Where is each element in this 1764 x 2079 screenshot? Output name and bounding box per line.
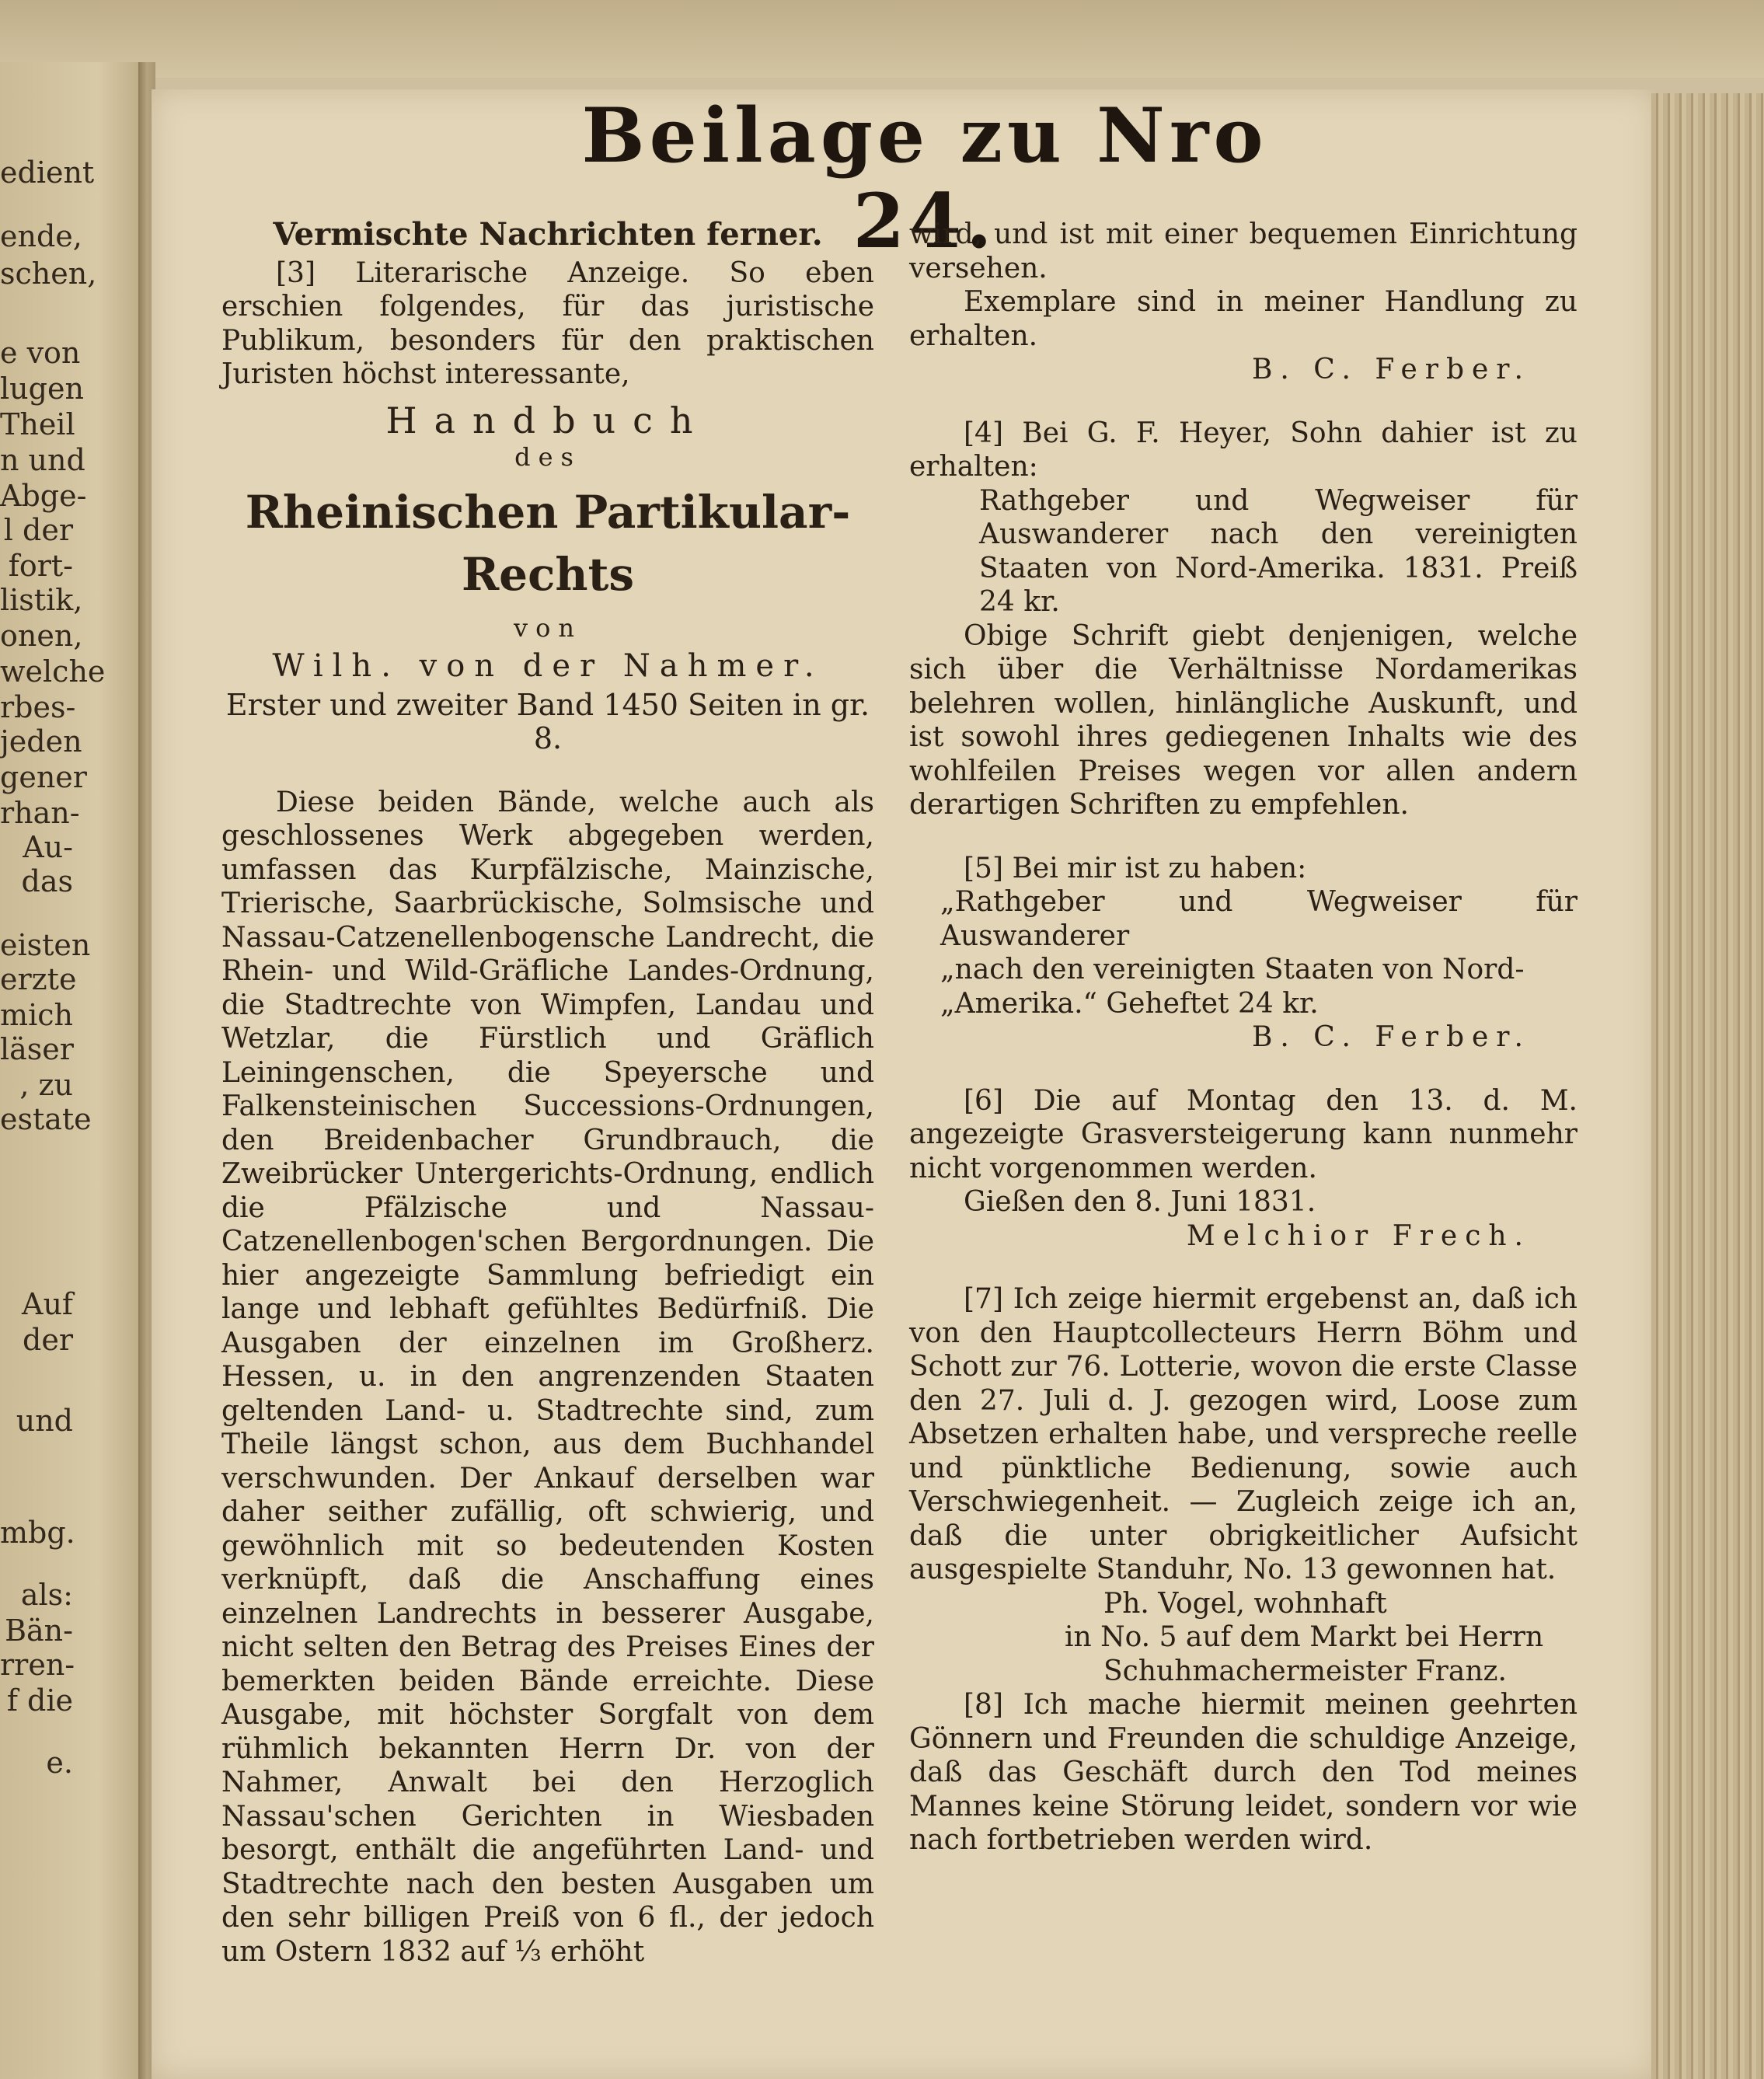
notice-6-date: Gießen den 8. Juni 1831.	[964, 1186, 1316, 1218]
notice-4-book: Rathgeber und Wegweiser für Auswanderer nach den vereinigten Staaten von Nord-Amerika. 1831. Preiß 24 kr.	[979, 484, 1577, 618]
notice-8-body: [8] Ich mache hiermit meinen geehrten Gönnern und Freunden die schuldige Anzeige, daß das Geschäft durch den Tod meines Mannes keine Störung leidet, sondern vor wie nach fortbetrieben werden wird.	[909, 1689, 1577, 1856]
left-page-fragment: und	[16, 1404, 73, 1438]
left-page-fragment: onen,	[0, 619, 83, 653]
book-author: Wilh. von der Nahmer.	[272, 648, 824, 684]
book-title-von: von	[514, 612, 582, 643]
notice-6-body: [6] Die auf Montag den 13. d. M. angezeigte Grasversteigerung kann nunmehr nicht vorgenommen werden.	[909, 1084, 1577, 1184]
left-page-fragment: e von	[0, 336, 81, 370]
notice-3-intro: [3] Literarische Anzeige. So eben erschien folgendes, für das juristische Publikum, besonders für den praktischen Juristen höchst interessante,	[221, 256, 874, 390]
left-page-fragment: edient	[0, 155, 95, 190]
notice-4-body: Obige Schrift giebt denjenigen, welche sich über die Verhältnisse Nordamerikas belehren wollen, hinlängliche Auskunft, und ist sowohl ihres gediegenen Inhalts wie des wohlfeilen Preises wegen vor allen andern derartigen Schriften zu empfehlen.	[909, 619, 1577, 821]
left-page-fragment: schen,	[0, 256, 97, 291]
left-page-fragment: eisten	[0, 928, 91, 962]
left-column	[221, 218, 874, 1969]
left-page-fragment: e.	[46, 1746, 73, 1780]
book-title-handbuch: Handbuch	[385, 399, 710, 441]
left-page-fragment: fort-	[8, 549, 73, 583]
left-page-fragment: l der	[3, 513, 73, 547]
left-page-fragment: mbg.	[0, 1516, 75, 1550]
notice-5-intro: [5] Bei mir ist zu haben:	[964, 852, 1307, 884]
notice-7-body: [7] Ich zeige hiermit ergebenst an, daß ich von den Hauptcollecteurs Herrn Böhm und Schott zur 76. Lotterie, wovon die erste Classe den 27. Juli d. J. gezogen wird, Loose zum Absetzen erhalten habe, und verspreche reelle und pünktliche Bedienung, sowie auch Verschwiegenheit. — Zugleich zeige ich an, daß die unter obrigkeitlicher Aufsicht ausgespielte Standuhr, No. 13 gewonnen hat.	[909, 1283, 1577, 1585]
left-page-fragment: gener	[0, 760, 87, 794]
left-page-fragment: n und	[0, 443, 85, 477]
right-column	[909, 218, 1577, 1857]
scan-top-edge	[0, 0, 1764, 78]
notice-3-continuation: wird, und ist mit einer bequemen Einrichtung versehen.	[909, 218, 1577, 284]
notice-7-signature-1: Ph. Vogel, wohnhaft	[1103, 1587, 1387, 1620]
left-page-fragment: lugen	[0, 371, 84, 406]
left-page-fragment: f die	[6, 1683, 73, 1718]
notice-3-copies: Exemplare sind in meiner Handlung zu erhalten.	[909, 286, 1577, 352]
notice-4-intro: [4] Bei G. F. Heyer, Sohn dahier ist zu erhalten:	[909, 417, 1577, 483]
left-page-fragment: rren-	[0, 1648, 75, 1682]
page-stack-edges	[1651, 93, 1764, 2079]
left-page-fragment: welche	[0, 654, 106, 689]
left-page-fragment: Bän-	[5, 1613, 73, 1648]
notice-3-body: Diese beiden Bände, welche auch als geschlossenes Werk abgegeben werden, umfassen das Kurpfälzische, Mainzische, Trierische, Saarbrückische, Solmsische und Nassau-Catzenellenbogensche Landrecht, die Rhein- und Wild-Gräfliche Landes-Ordnung, die Stadtrechte von Wimpfen, Landau und Wetzlar, die Fürstlich und Gräflich Leiningenschen, die Speyersche und Falkensteinischen Successions-Ordnungen, den Breidenbacher Grundbrauch, die Zweibrücker Untergerichts-Ordnung, endlich die Pfälzische und Nassau-Catzenellenbogen'schen Bergordnungen. Die hier angezeigte Sammlung befriedigt ein lange und lebhaft gefühltes Bedürfniß. Die Ausgaben der einzelnen im Großherz. Hessen, u. in den angrenzenden Staaten geltenden Land- u. Stadtrechte sind, zum Theile längst schon, aus dem Buchhandel verschwunden. Der Ankauf derselben war daher seither zufällig, oft schwierig, und gewöhnlich mit so bedeutenden Kosten verknüpft, daß die Anschaffung eines einzelnen Landrechts in besserer Ausgabe, nicht selten den Betrag des Preises Eines der bemerkten beiden Bände erreichte. Diese Ausgabe, mit höchster Sorgfalt von dem rühmlich bekannten Herrn Dr. von der Nahmer, Anwalt bei den Herzoglich Nassau'schen Gerichten in Wiesbaden besorgt, enthält die angeführten Land- und Stadtrechte nach den besten Ausgaben um den sehr billigen Preiß von 6 fl., der jedoch um Ostern 1832 auf ⅓ erhöht	[221, 786, 874, 1968]
left-page-fragment: listik,	[0, 583, 83, 617]
left-page-fragment: mich	[0, 998, 73, 1032]
book-title-main: Rheinischen Partikular-Rechts	[245, 485, 851, 601]
notice-5-line-2: „nach den vereinigten Staaten von Nord-	[940, 954, 1525, 985]
left-page-fragment: läser	[0, 1032, 74, 1066]
notice-6-signature: Melchior Frech.	[1186, 1219, 1531, 1252]
left-page-fragment: rhan-	[0, 796, 80, 830]
left-page-fragment: Auf	[22, 1287, 73, 1321]
left-page-fragment: das	[21, 864, 73, 898]
left-page-fragment: rbes-	[0, 690, 76, 724]
left-page-fragment: ende,	[0, 219, 82, 253]
notice-5-line-3: „Amerika.“ Geheftet 24 kr.	[940, 987, 1319, 1020]
masthead-title: Beilage zu Nro 24.	[581, 92, 1268, 265]
left-page-fragment: estate	[0, 1102, 92, 1136]
left-page-fragment: erzte	[0, 962, 77, 996]
left-page-fragment: Theil	[0, 407, 75, 441]
notice-7-signature-3: Schuhmachermeister Franz.	[1103, 1655, 1507, 1687]
left-page-fragment: Au-	[23, 830, 73, 864]
book-volumes: Erster und zweiter Band 1450 Seiten in gr. 8.	[225, 687, 870, 755]
notice-5-line-1: „Rathgeber und Wegweiser für Auswanderer	[940, 886, 1577, 952]
notice-7-signature-2: in No. 5 auf dem Markt bei Herrn	[1065, 1621, 1544, 1653]
left-page-fragment: Abge-	[0, 479, 87, 513]
left-page-fragment: als:	[20, 1578, 73, 1612]
notice-5-signature: B. C. Ferber.	[1251, 1021, 1531, 1053]
section-heading: Vermischte Nachrichten ferner.	[273, 216, 823, 253]
left-page-fragment: jeden	[0, 724, 82, 759]
left-page-fragment: der	[23, 1323, 73, 1357]
book-title-des: des	[514, 442, 581, 472]
notice-3-signature: B. C. Ferber.	[1251, 354, 1531, 385]
left-page-fragment: , zu	[19, 1068, 73, 1102]
